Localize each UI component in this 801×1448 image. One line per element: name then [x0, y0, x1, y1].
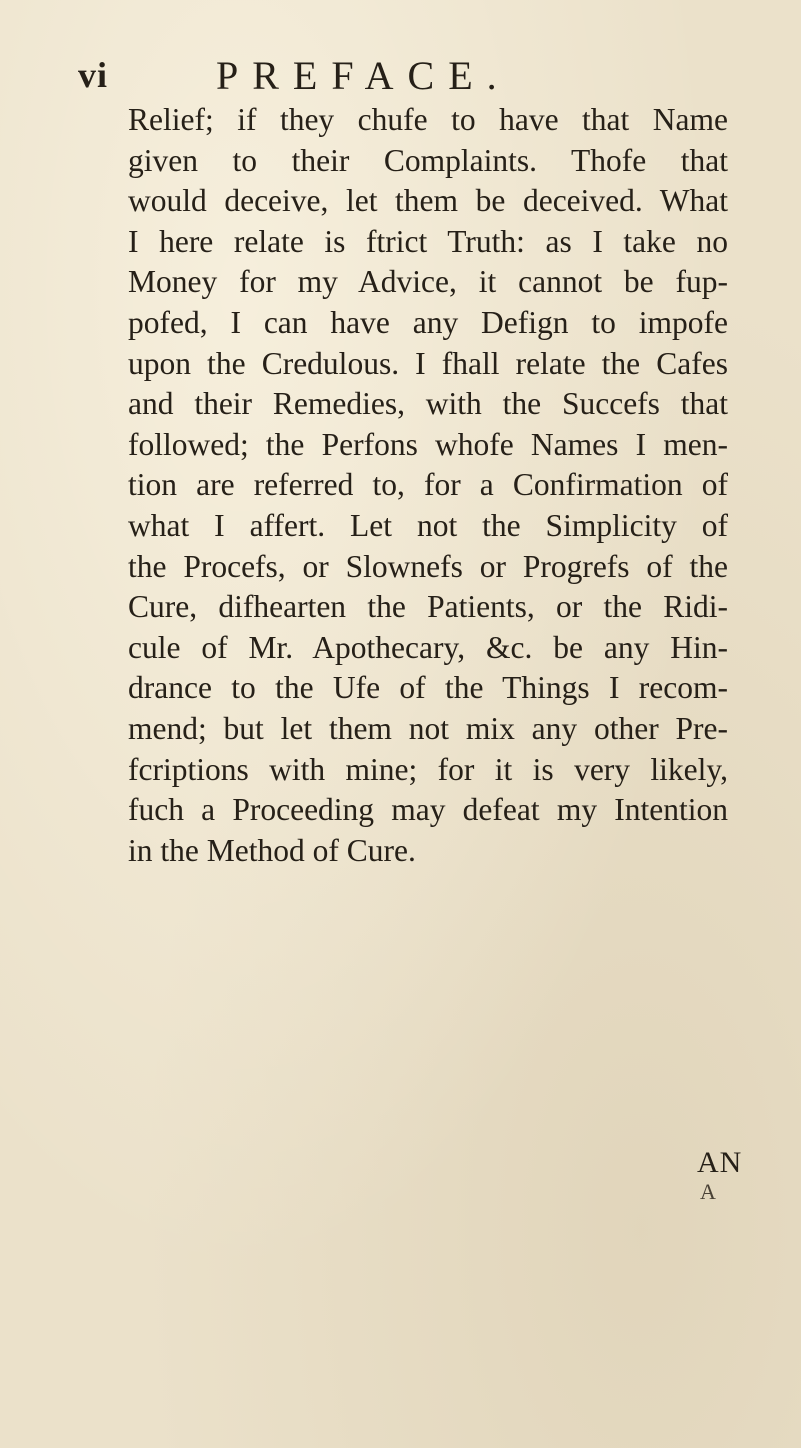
text-line: followed; the Perfons whofe Names I men- — [128, 426, 728, 462]
text-line: Money for my Advice, it cannot be fup- — [128, 264, 728, 300]
text-line: I here relate is ftrict Truth: as I take no — [128, 223, 728, 259]
signature-mark: A — [700, 1179, 716, 1204]
text-line: in the Method of Cure. — [128, 832, 416, 868]
text-line: Cure, difhearten the Patients, or the Ridi- — [128, 589, 728, 625]
text-line: Relief; if they chufe to have that Name — [128, 102, 728, 137]
text-line: upon the Credulous. I fhall relate the Cafes — [128, 345, 728, 381]
catchword: AN — [697, 1146, 743, 1179]
page-header — [78, 52, 738, 102]
body-text — [128, 100, 728, 871]
text-line: drance to the Ufe of the Things I recom- — [128, 670, 728, 706]
text-line: given to their Complaints. Thofe that — [128, 142, 728, 178]
page-number: vi — [78, 55, 109, 95]
running-title: PREFACE. — [216, 53, 511, 98]
text-line: fuch a Proceeding may defeat my Intention — [128, 792, 728, 828]
text-line: and their Remedies, with the Succefs that — [128, 386, 728, 422]
text-line: what I affert. Let not the Simplicity of — [128, 507, 728, 543]
text-line: cule of Mr. Apothecary, &c. be any Hin- — [128, 629, 728, 665]
text-line: mend; but let them not mix any other Pre- — [128, 710, 728, 746]
text-line: fcriptions with mine; for it is very likely, — [128, 751, 728, 787]
text-line: the Procefs, or Slownefs or Progrefs of the — [128, 548, 728, 584]
text-line: tion are referred to, for a Confirmation of — [128, 467, 728, 503]
text-line: pofed, I can have any Defign to impofe — [128, 304, 728, 340]
text-line: would deceive, let them be deceived. What — [128, 183, 728, 219]
